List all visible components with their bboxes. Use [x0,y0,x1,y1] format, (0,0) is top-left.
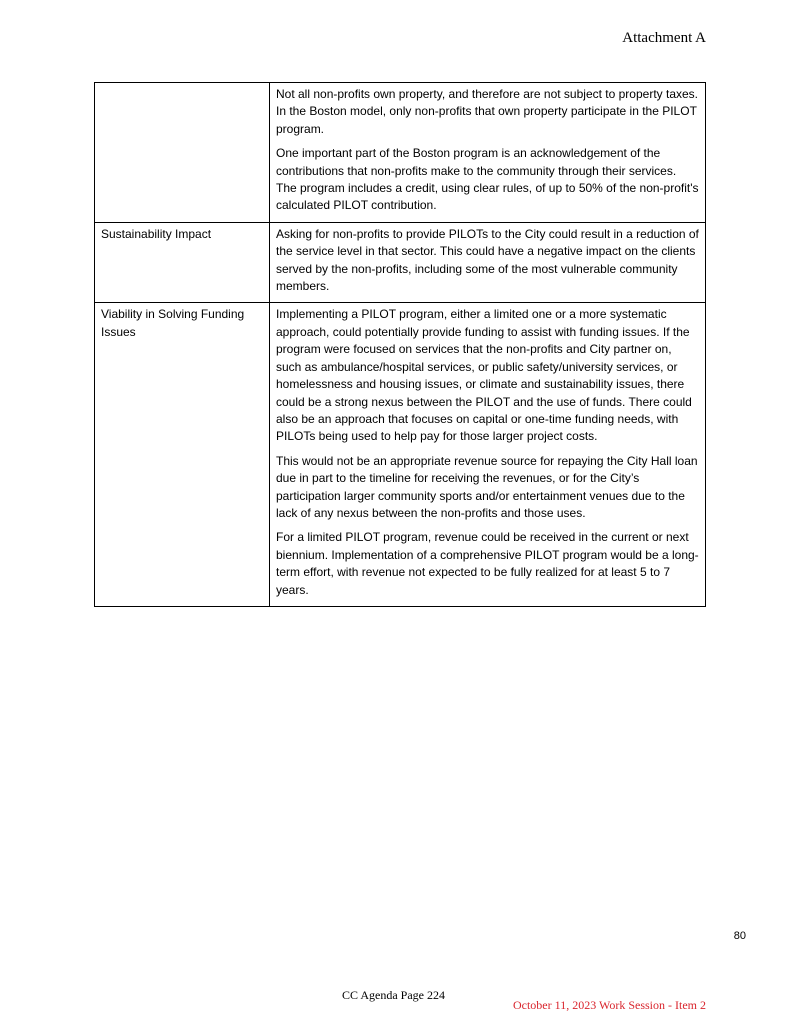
row-content [270,83,706,223]
paragraph: Implementing a PILOT program, either a limited one or a more systematic approach, could potentially provide funding to assist with funding issues. If the program were focused on services that the non-profits and City partner on, such as ambulance/hospital services, or public safety/university services, or homelessness and housing issues, or climate and sustainability issues, there could be a strong nexus between the PILOT and the use of funds. There could also be an approach that focuses on capital or one-time funding needs, with PILOTs being used to help pay for those larger project costs. [276,307,692,444]
table-row [95,83,706,223]
work-session-label: October 11, 2023 Work Session - Item 2 [512,998,706,1012]
row-content [270,303,706,607]
agenda-page-label: CC Agenda Page 224 [342,988,445,1002]
paragraph: Asking for non-profits to provide PILOTs to the City could result in a reduction of the service level in that sector. This could have a negative impact on the clients served by the non-profits, including some of the most vulnerable community members. [276,226,699,294]
table-row [95,222,706,303]
paragraph: This would not be an appropriate revenue source for repaying the City Hall loan due in part to the timeline for receiving the revenues, or for the City’s participation larger community sports and/or entertainment venues due to the lack of any nexus between the non-profits and those uses. [276,453,698,520]
row-label [95,83,270,223]
paragraph: For a limited PILOT program, revenue could be received in the current or next biennium. Implementation of a comprehensive PILOT program would be a long-term effort, with revenue not expected to be fully realized for at least 5 to 7 years. [276,530,699,597]
table-row [95,303,706,607]
row-content [270,222,706,303]
paragraph: Not all non-profits own property, and therefore are not subject to property taxes. In the Boston model, only non-profits that own property participate in the PILOT program. [276,87,699,136]
page-number: 80 [733,930,746,942]
analysis-table [94,82,706,607]
paragraph: One important part of the Boston program is an acknowledgement of the contributions that non-profits make to the community through their services. The program includes a credit, using clear rules, of up to 50% of the non-profit's calculated PILOT contribution. [276,146,699,213]
row-label: Viability in Solving Funding Issues [95,303,270,607]
row-label: Sustainability Impact [95,222,270,303]
attachment-label: Attachment A [622,30,706,46]
